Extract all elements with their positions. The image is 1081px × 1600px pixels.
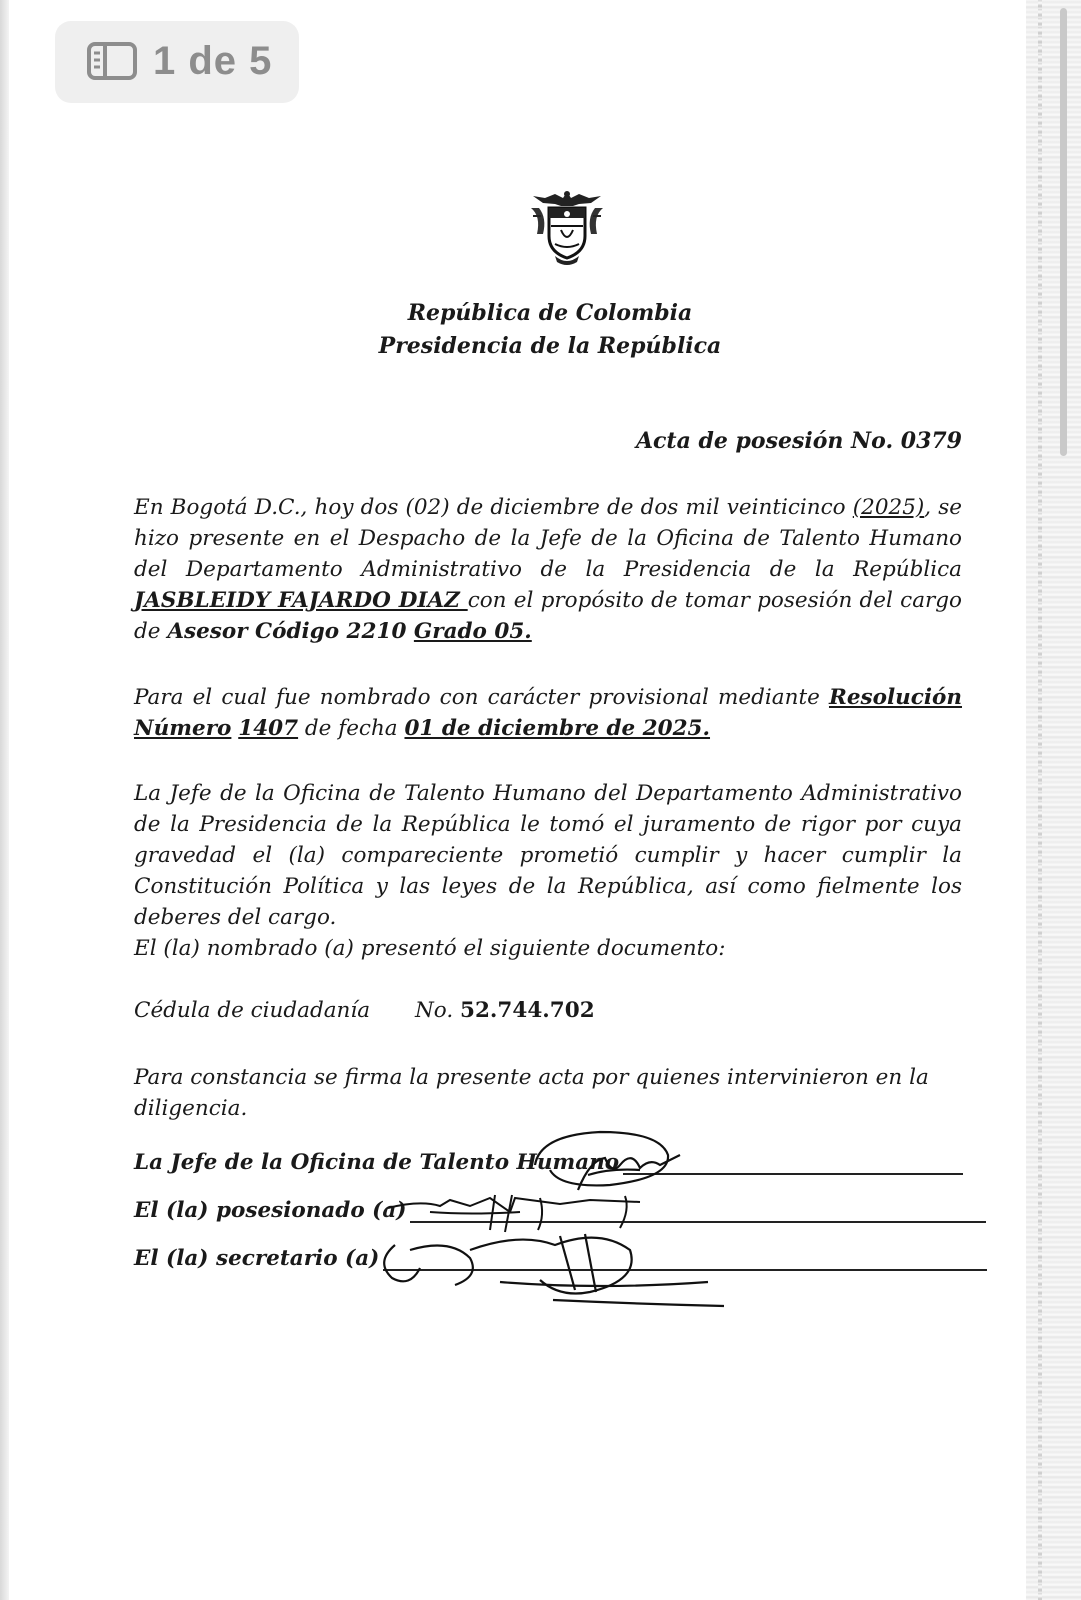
- p1-cargo-b: Grado 05.: [413, 619, 532, 644]
- colombia-coat-of-arms-icon: [525, 186, 609, 268]
- signature-label-posesionado: El (la) posesionado (a): [134, 1198, 407, 1223]
- signature-row-posesionado: [134, 1198, 986, 1223]
- scrollbar-thumb[interactable]: [1060, 8, 1067, 456]
- page-left-edge: [0, 0, 9, 1600]
- signature-row-secretario: [134, 1246, 987, 1271]
- document-id-no-label: No.: [414, 998, 454, 1023]
- paragraph-resolution: [134, 682, 962, 744]
- page-right-edge: [1026, 0, 1081, 1600]
- signature-label-secretario: El (la) secretario (a): [134, 1246, 380, 1271]
- acta-title: Acta de posesión No. 0379: [635, 428, 962, 454]
- p2-fecha: 01 de diciembre de 2025.: [404, 716, 711, 741]
- document-id-number: 52.744.702: [460, 998, 595, 1023]
- signature-row-jefe: [134, 1150, 963, 1175]
- page-indicator-label: 1 de 5: [153, 39, 273, 83]
- signature-line-posesionado: [410, 1199, 986, 1223]
- p2-resolucion-b: 1407: [238, 716, 299, 741]
- p2-text-b: de fecha: [298, 716, 405, 741]
- signature-label-jefe: La Jefe de la Oficina de Talento Humano: [134, 1150, 620, 1175]
- p1-name: JASBLEIDY FAJARDO DIAZ: [134, 588, 468, 613]
- p1-text-b: , se hizo presente en el Despacho de la Jefe de la Oficina de Talento Humano del Departamento Administrativo de la Presidencia de la República: [134, 495, 962, 582]
- header-republic: República de Colombia: [407, 300, 693, 326]
- document-id-row: [134, 995, 962, 1026]
- p2-text-a: Para el cual fue nombrado con carácter provisional mediante: [134, 685, 829, 710]
- document-id-label: Cédula de ciudadanía: [134, 998, 371, 1023]
- p1-year: (2025): [852, 495, 925, 520]
- paragraph-opening: [134, 492, 962, 647]
- p1-cargo-a: Asesor Código 2210: [167, 619, 414, 644]
- paragraph-oath: La Jefe de la Oficina de Talento Humano del Departamento Administrativo de la Presidencia de la República le tomó el juramento de rigor por cuya gravedad el (la) compareciente prometió cumplir y hacer cumplir la Constitución Política y las leyes de la República, así como fielmente los deberes del cargo.: [134, 781, 962, 930]
- p1-text-c: con el propósito de tomar posesión del cargo de: [134, 588, 963, 644]
- paragraph-document: El (la) nombrado (a) presentó el siguiente documento:: [134, 936, 726, 961]
- signature-line-secretario: [383, 1247, 987, 1271]
- paragraph-closing: Para constancia se firma la presente acta por quienes intervinieron en la diligencia.: [134, 1065, 929, 1121]
- signature-line-jefe: [623, 1151, 963, 1175]
- header-presidency: Presidencia de la República: [378, 333, 722, 359]
- p1-text-a: En Bogotá D.C., hoy dos (02) de diciembre de dos mil veinticinco: [134, 495, 853, 520]
- sidebar-toggle-icon[interactable]: [87, 41, 137, 81]
- p2-resolucion-a: Resolución Número: [134, 685, 962, 741]
- page-indicator[interactable]: [55, 21, 299, 103]
